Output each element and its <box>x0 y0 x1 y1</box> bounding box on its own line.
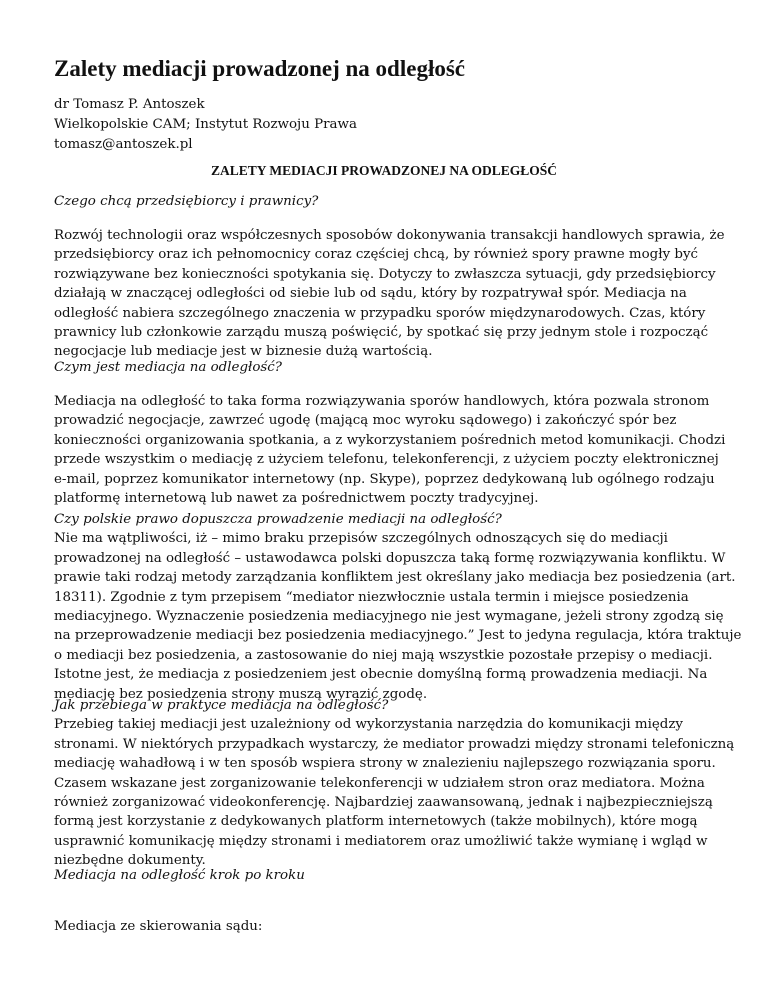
paragraph-line: formą jest korzystanie z dedykowanych platform internetowych (także mobilnych), które mogą <box>54 814 698 830</box>
paragraph-line: prowadzić negocjacje, zawrzeć ugodę (mającą moc wyroku sądowego) i zakończyć spór bez <box>54 413 677 429</box>
paragraph-line: na przeprowadzenie mediacji bez posiedzenia mediacyjnego.” Jest to jedyna regulacja, która traktuje <box>54 628 742 644</box>
question-2: Czym jest mediacja na odległość? <box>54 360 282 375</box>
question-3: Czy polskie prawo dopuszcza prowadzenie mediacji na odległość? <box>54 512 502 527</box>
paragraph-line: prawie taki rodzaj metody zarządzania konfliktem jest określany jako mediacja bez posiedzenia (art. <box>54 570 736 586</box>
paragraph-line: Przebieg takiej mediacji jest uzależniony od wykorzystania narzędzia do komunikacji między <box>54 717 683 733</box>
paragraph-line: mediację wahadłową i w ten sposób wspiera strony w znalezieniu najlepszego rozwiązania sporu. <box>54 756 716 772</box>
paragraph-line: mediacyjnego. Wyznaczenie posiedzenia mediacyjnego nie jest wymagane, jeżeli strony zgodzą się <box>54 609 724 625</box>
paragraph-5: Mediacja ze skierowania sądu: <box>54 919 263 934</box>
question-5: Mediacja na odległość krok po kroku <box>54 868 305 883</box>
author-block <box>54 95 357 155</box>
paragraph-line: platformę internetową lub nawet za pośrednictwem poczty tradycyjnej. <box>54 491 539 507</box>
paragraph-1 <box>54 226 726 362</box>
paragraph-line: Istotne jest, że mediacja z posiedzeniem jest obecnie domyślną formą prowadzenia mediacji. Na <box>54 667 708 683</box>
paragraph-line: prawnicy lub członkowie zarządu muszą poświęcić, by spotkać się przy jednym stole i rozpocząć <box>54 325 709 341</box>
question-3-section <box>54 510 742 704</box>
paragraph-line: Nie ma wątpliwości, iż – mimo braku przepisów szczególnych odnoszących się do mediacji <box>54 531 668 547</box>
paragraph-line: e-mail, poprzez komunikator internetowy (np. Skype), poprzez dedykowaną lub ogólnego rodzaju <box>54 471 715 487</box>
paragraph-line: rozwiązywane bez konieczności spotykania się. Dotyczy to zwłaszcza sytuacji, gdy przedsiębiorcy <box>54 266 716 282</box>
paragraph-line: prowadzonej na odległość – ustawodawca polski dopuszcza taką formę rozwiązywania konfliktu. W <box>54 550 726 566</box>
paragraph-line: przedsiębiorcy oraz ich pełnomocnicy coraz częściej chcą, by również spory prawne mogły być <box>54 247 699 263</box>
paragraph-line: działają w znaczącej odległości od siebie lub od sądu, który by rozpatrywał spór. Mediacja na <box>54 286 687 302</box>
question-4-section <box>54 696 735 871</box>
paragraph-line: również zorganizować videokonferencję. Najbardziej zaawansowaną, jednak i najbezpieczniejszą <box>54 795 713 811</box>
paragraph-line: konieczności organizowania spotkania, a z wykorzystaniem pośrednich metod komunikacji. Chodzi <box>54 432 726 448</box>
document-title: Zalety mediacji prowadzonej na odległość <box>54 56 465 81</box>
author-email: tomasz@antoszek.pl <box>54 137 193 152</box>
paragraph-line: Rozwój technologii oraz współczesnych sposobów dokonywania transakcji handlowych sprawia, że <box>54 228 725 243</box>
author-name: dr Tomasz P. Antoszek <box>54 97 205 112</box>
paragraph-line: stronami. W niektórych przypadkach wystarczy, że mediator prowadzi między stronami telefoniczną <box>54 736 735 752</box>
author-affiliation: Wielkopolskie CAM; Instytut Rozwoju Prawa <box>54 117 357 132</box>
paragraph-line: o mediacji bez posiedzenia, a zastosowanie do niej mają wszystkie pozostałe przepisy o mediacji. <box>54 647 713 663</box>
paragraph-line: odległość nabiera szczególnego znaczenia w przypadku sporów międzynarodowych. Czas, który <box>54 305 706 321</box>
paragraph-line: mediację bez posiedzenia strony muszą wyrazić zgodę. <box>54 686 428 702</box>
paragraph-line: Czasem wskazane jest zorganizowanie telekonferencji w udziałem stron oraz mediatora. Można <box>54 775 705 791</box>
paragraph-line: negocjacje lub mediacje jest w biznesie dużą wartością. <box>54 344 433 360</box>
paragraph-line: niezbędne dokumenty. <box>54 853 206 869</box>
paragraph-2 <box>54 392 726 508</box>
paragraph-line: Mediacja na odległość to taka forma rozwiązywania sporów handlowych, która pozwala stronom <box>54 394 710 409</box>
section-heading: ZALETY MEDIACJI PROWADZONEJ NA ODLEGŁOŚĆ <box>210 163 558 178</box>
paragraph-line: 18311). Zgodnie z tym przepisem “mediator niezwłocznie ustala termin i miejsce posiedzenia <box>54 589 689 605</box>
question-1: Czego chcą przedsiębiorcy i prawnicy? <box>54 194 319 209</box>
question-4: Jak przebiega w praktyce mediacja na odległość? <box>54 698 389 713</box>
paragraph-line: przede wszystkim o mediację z użyciem telefonu, telekonferencji, z użyciem poczty elektronicznej <box>54 452 719 468</box>
paragraph-line: usprawnić komunikację między stronami i mediatorem oraz umożliwić także wymianę i wgląd w <box>54 833 708 849</box>
